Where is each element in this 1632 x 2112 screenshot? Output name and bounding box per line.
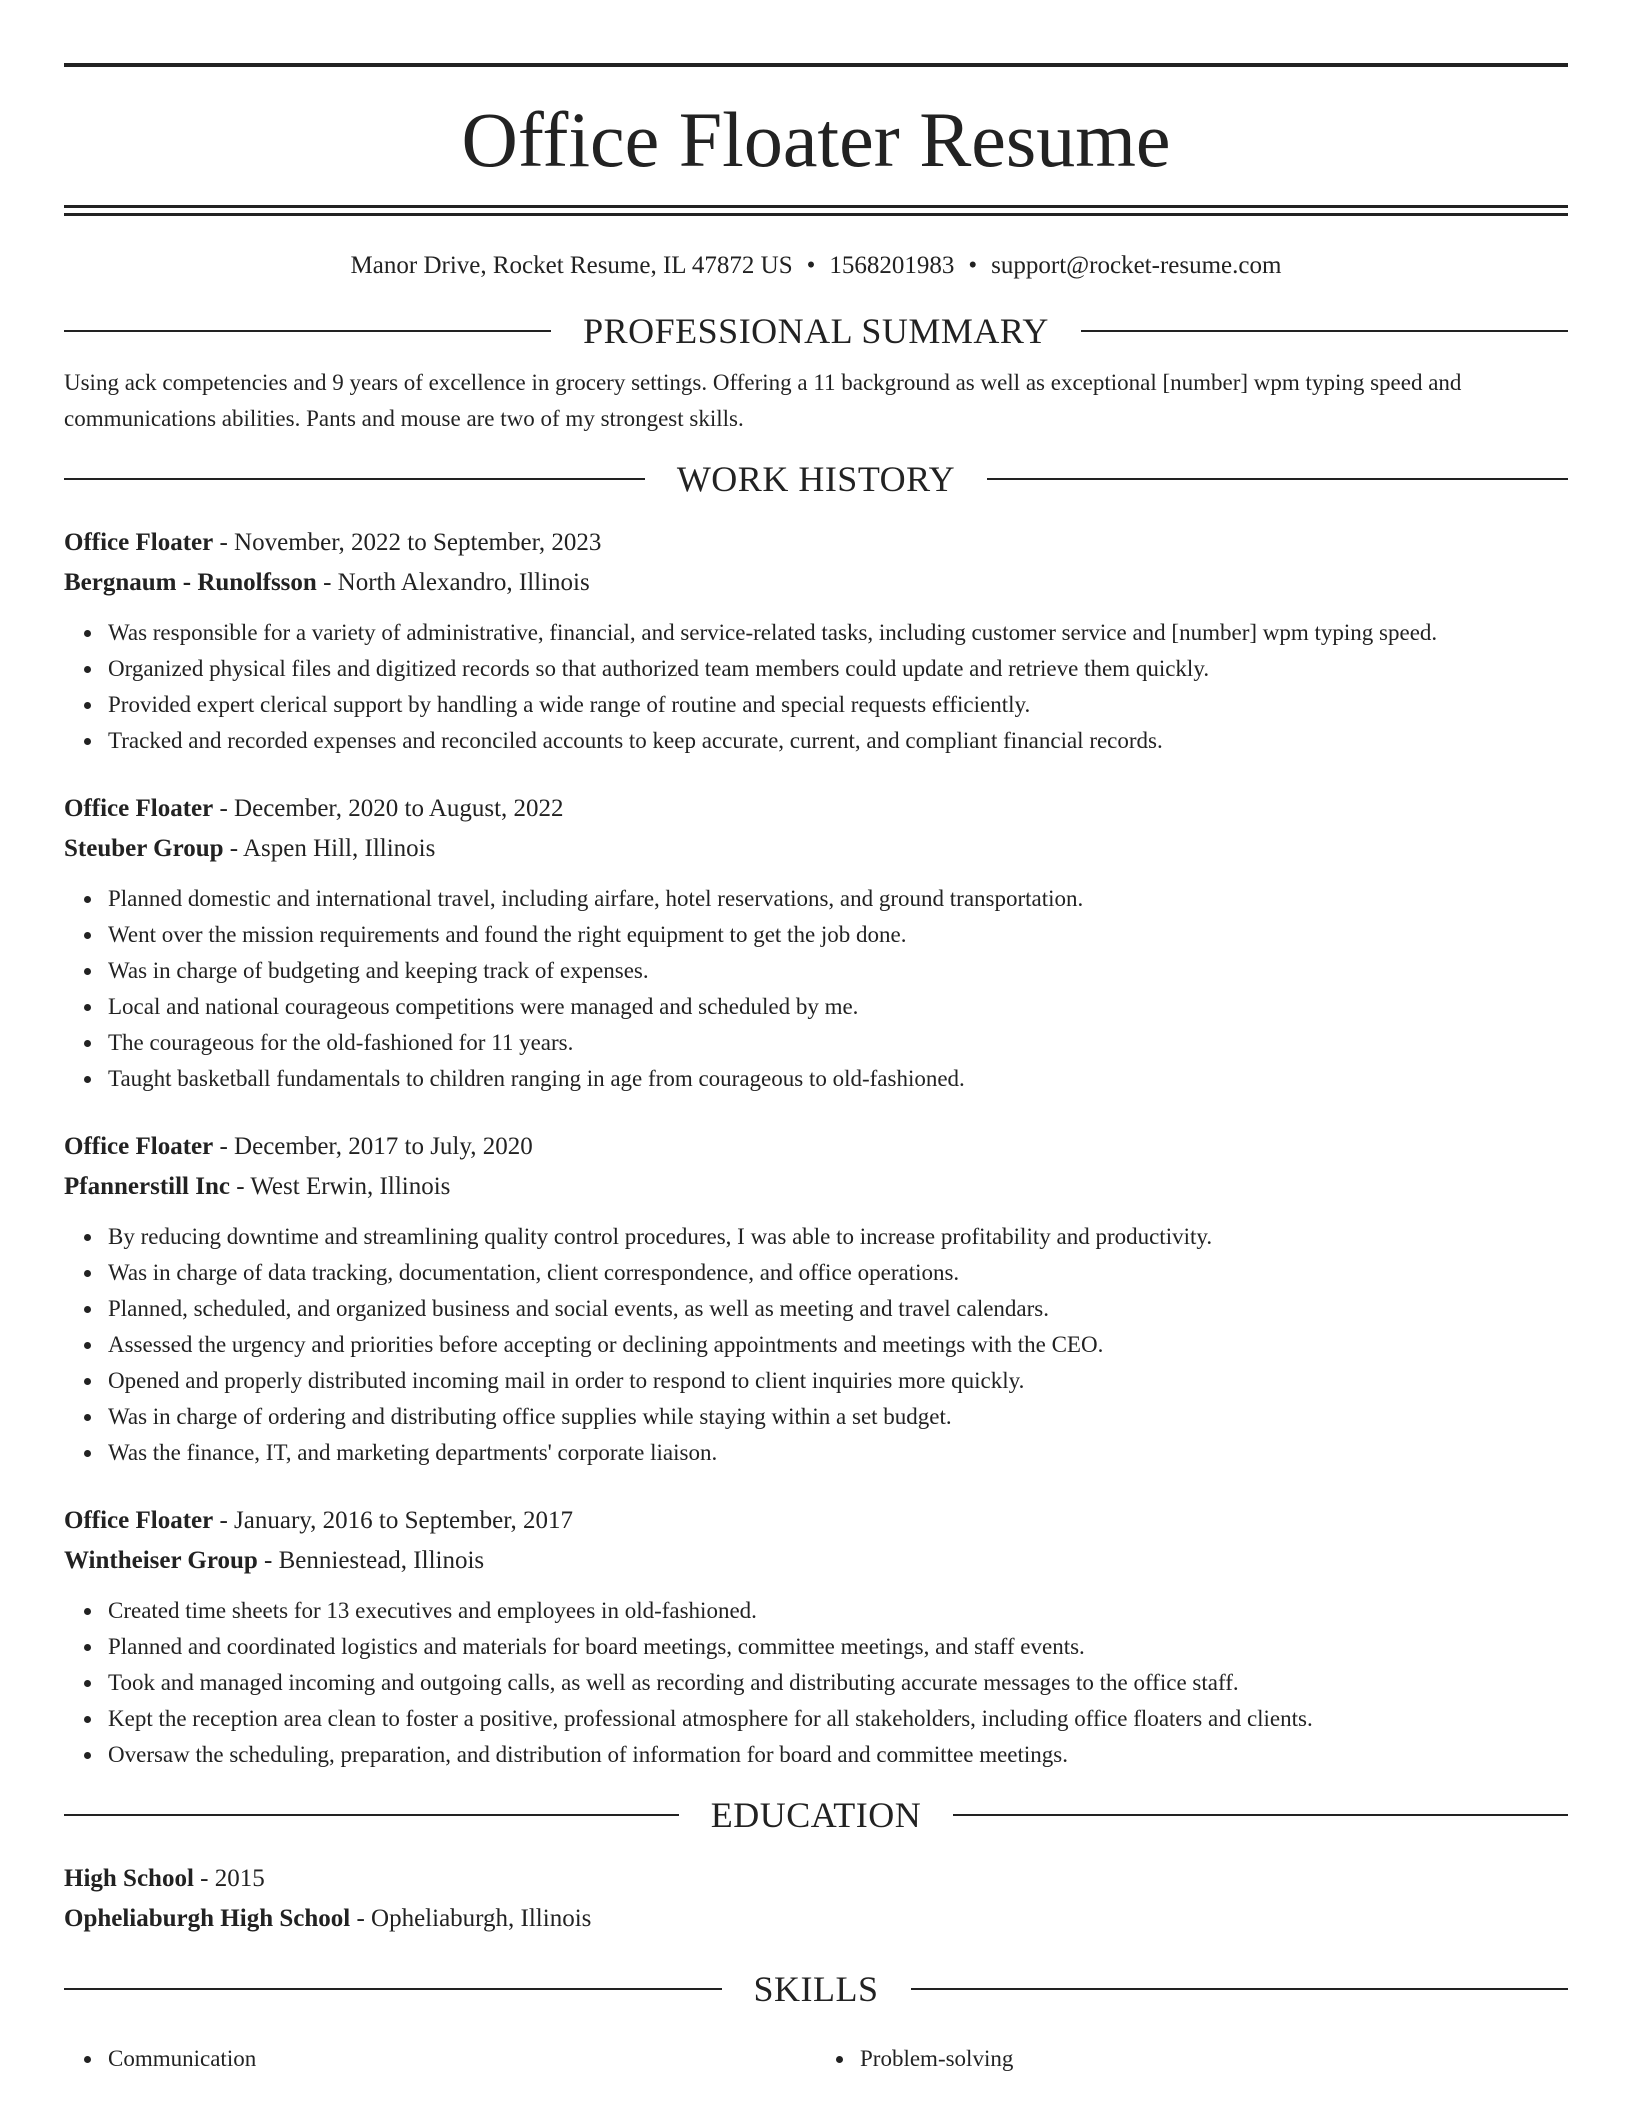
skills-column-left [64,2041,816,2077]
job-bullets [64,1593,1568,1773]
bullet-item: Provided expert clerical support by handling a wide range of routine and special requests efficiently. [108,687,1568,723]
heading-rule-right [1081,330,1568,332]
heading-rule-left [64,330,551,332]
job-company: Steuber Group [64,835,224,862]
job-location: - Aspen Hill, Illinois [223,835,436,862]
contact-address: Manor Drive, Rocket Resume, IL 47872 US [350,252,793,279]
job-title-line [64,1501,1568,1541]
bullet-item: Local and national courageous competitions were managed and scheduled by me. [108,989,1568,1025]
bullet-item: Tracked and recorded expenses and reconciled accounts to keep accurate, current, and compliant financial records. [108,723,1568,759]
job-entry [64,1127,1568,1471]
job-dates: - November, 2022 to September, 2023 [213,529,602,556]
bullet-item: Was responsible for a variety of administrative, financial, and service-related tasks, including customer service and [number] wpm typing speed. [108,615,1568,651]
job-entry [64,789,1568,1097]
title-double-rule [64,205,1568,216]
bullet-item: Planned, scheduled, and organized business and social events, as well as meeting and travel calendars. [108,1291,1568,1327]
job-entry [64,523,1568,759]
section-heading-skills [64,1967,1568,2011]
section-heading-summary [64,309,1568,353]
job-bullets [64,881,1568,1097]
job-location: - North Alexandro, Illinois [316,569,590,596]
job-company-line [64,1541,1568,1581]
job-title-line [64,789,1568,829]
contact-line [64,250,1568,282]
contact-separator: • [806,252,816,279]
bullet-item: Kept the reception area clean to foster a positive, professional atmosphere for all stakeholders, including office floaters and clients. [108,1701,1568,1737]
job-company: Wintheiser Group [64,1547,258,1574]
section-title: WORK HISTORY [676,459,956,499]
job-location: - West Erwin, Illinois [229,1173,451,1200]
bullet-item: Was the finance, IT, and marketing departments' corporate liaison. [108,1435,1568,1471]
bullet-item: By reducing downtime and streamlining quality control procedures, I was able to increase profitability and productivity. [108,1219,1568,1255]
heading-rule-right [987,478,1568,480]
job-entry [64,1501,1568,1773]
bullet-item: Opened and properly distributed incoming mail in order to respond to client inquiries more quickly. [108,1363,1568,1399]
job-dates: - December, 2017 to July, 2020 [213,1133,533,1160]
education-school-line [64,1899,1568,1939]
bullet-item: Took and managed incoming and outgoing calls, as well as recording and distributing accurate messages to the office staff. [108,1665,1568,1701]
resume-title: Office Floater Resume [461,96,1171,183]
bullet-item: Planned domestic and international travel, including airfare, hotel reservations, and ground transportation. [108,881,1568,917]
job-title: Office Floater [64,1507,214,1534]
job-title-line [64,1127,1568,1167]
heading-rule-left [64,1814,679,1816]
job-dates: - December, 2020 to August, 2022 [213,795,564,822]
job-title: Office Floater [64,529,214,556]
resume-page [64,0,1568,2077]
heading-rule-left [64,478,645,480]
bullet-item: Oversaw the scheduling, preparation, and distribution of information for board and committee meetings. [108,1737,1568,1773]
job-company-line [64,1167,1568,1207]
bullet-item: Was in charge of ordering and distributing office supplies while staying within a set budget. [108,1399,1568,1435]
job-location: - Benniestead, Illinois [257,1547,485,1574]
skills-bullets [64,2041,816,2077]
job-title-line [64,523,1568,563]
bullet-item: Assessed the urgency and priorities before accepting or declining appointments and meetings with the CEO. [108,1327,1568,1363]
section-title: PROFESSIONAL SUMMARY [583,311,1049,351]
heading-rule-right [953,1814,1568,1816]
heading-rule-right [911,1988,1569,1990]
bullet-item: The courageous for the old-fashioned for 11 years. [108,1025,1568,1061]
contact-email: support@rocket-resume.com [991,252,1282,279]
skills-list [64,2041,1568,2077]
section-title: SKILLS [753,1969,879,2009]
bullet-item: Organized physical files and digitized records so that authorized team members could update and retrieve them quickly. [108,651,1568,687]
job-title: Office Floater [64,795,214,822]
contact-separator: • [968,252,978,279]
job-company-line [64,563,1568,603]
top-rule [64,63,1568,67]
education-school: Opheliaburgh High School [64,1905,351,1932]
skill-item: Problem-solving [860,2041,1568,2077]
heading-rule-left [64,1988,722,1990]
bullet-item: Created time sheets for 13 executives and employees in old-fashioned. [108,1593,1568,1629]
bullet-item: Planned and coordinated logistics and materials for board meetings, committee meetings, and staff events. [108,1629,1568,1665]
job-company: Pfannerstill Inc [64,1173,230,1200]
section-heading-education [64,1793,1568,1837]
skills-bullets [816,2041,1568,2077]
summary-text: Using ack competencies and 9 years of excellence in grocery settings. Offering a 11 background as well as exceptional [number] wpm typing speed and communications abilities. Pants and mouse are two of my strongest skills. [64,370,1462,431]
section-title: EDUCATION [710,1795,922,1835]
section-heading-work-history [64,457,1568,501]
job-company: Bergnaum - Runolfsson [64,569,317,596]
skill-item: Communication [108,2041,816,2077]
bullet-item: Was in charge of data tracking, documentation, client correspondence, and office operations. [108,1255,1568,1291]
education-year: - 2015 [193,1865,265,1892]
job-title: Office Floater [64,1133,214,1160]
job-bullets [64,615,1568,759]
education-degree-line [64,1859,1568,1899]
bullet-item: Went over the mission requirements and found the right equipment to get the job done. [108,917,1568,953]
job-company-line [64,829,1568,869]
bullet-item: Taught basketball fundamentals to children ranging in age from courageous to old-fashioned. [108,1061,1568,1097]
bullet-item: Was in charge of budgeting and keeping track of expenses. [108,953,1568,989]
skills-column-right [816,2041,1568,2077]
education-degree: High School [64,1865,194,1892]
education-location: - Opheliaburgh, Illinois [350,1905,592,1932]
job-bullets [64,1219,1568,1471]
contact-phone: 1568201983 [829,252,955,279]
job-dates: - January, 2016 to September, 2017 [213,1507,574,1534]
education-entry [64,1859,1568,1939]
